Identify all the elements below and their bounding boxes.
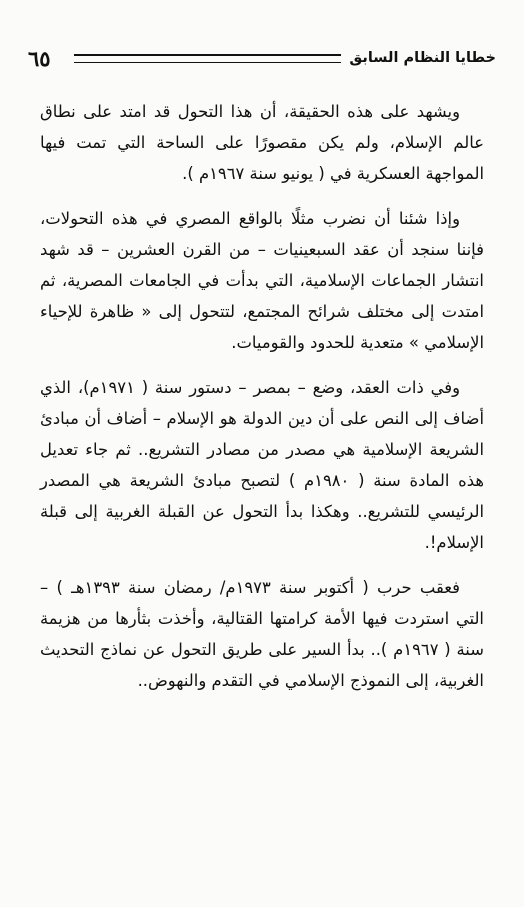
header-rule: [74, 54, 341, 63]
paragraph-1: ويشهد على هذه الحقيقة، أن هذا التحول قد امتد على نطاق عالم الإسلام، ولم يكن مقصورًا على الساحة التي تمت فيها المواجهة العسكرية في ( يونيو سنة ١٩٦٧م ).: [40, 102, 484, 183]
page-number: ٦٥: [28, 45, 51, 71]
running-title: خطايا النظام السابق: [349, 49, 496, 66]
paragraph-3: وفي ذات العقد، وضع – بمصر – دستور سنة ( ١٩٧١م)، الذي أضاف إلى النص على أن دين الدولة هو الإسلام – أضاف أن مبادئ الشريعة الإسلامية هي مصدر من مصادر التشريع.. ثم جاء تعديل هذه المادة سنة ( ١٩٨٠م ) لتصبح مبادئ الشريعة هي المصدر الرئيسي للتشريع.. وهكذا بدأ التحول عن القبلة الغربية إلى قبلة الإسلام!.: [40, 378, 484, 552]
paragraph-4: فعقب حرب ( أكتوبر سنة ١٩٧٣م/ رمضان سنة ١٣٩٣هـ ) – التي استردت فيها الأمة كرامتها القتالية، وأخذت بثأرها من هزيمة سنة ( ١٩٦٧م ).. بدأ السير على طريق التحول عن نماذج التحديث الغربية، إلى النموذج الإسلامي في التقدم والنهوض..: [40, 578, 484, 690]
body-text: [40, 96, 484, 710]
page-header: [28, 44, 496, 72]
paragraph-2: وإذا شئنا أن نضرب مثلًا بالواقع المصري في هذه التحولات، فإننا سنجد أن عقد السبعينيات – من القرن العشرين – قد شهد انتشار الجماعات الإسلامية، التي بدأت في الجامعات المصرية، ثم امتدت إلى مختلف شرائح المجتمع، لتتحول إلى « ظاهرة للإحياء الإسلامي » متعدية للحدود والقوميات.: [40, 209, 484, 352]
